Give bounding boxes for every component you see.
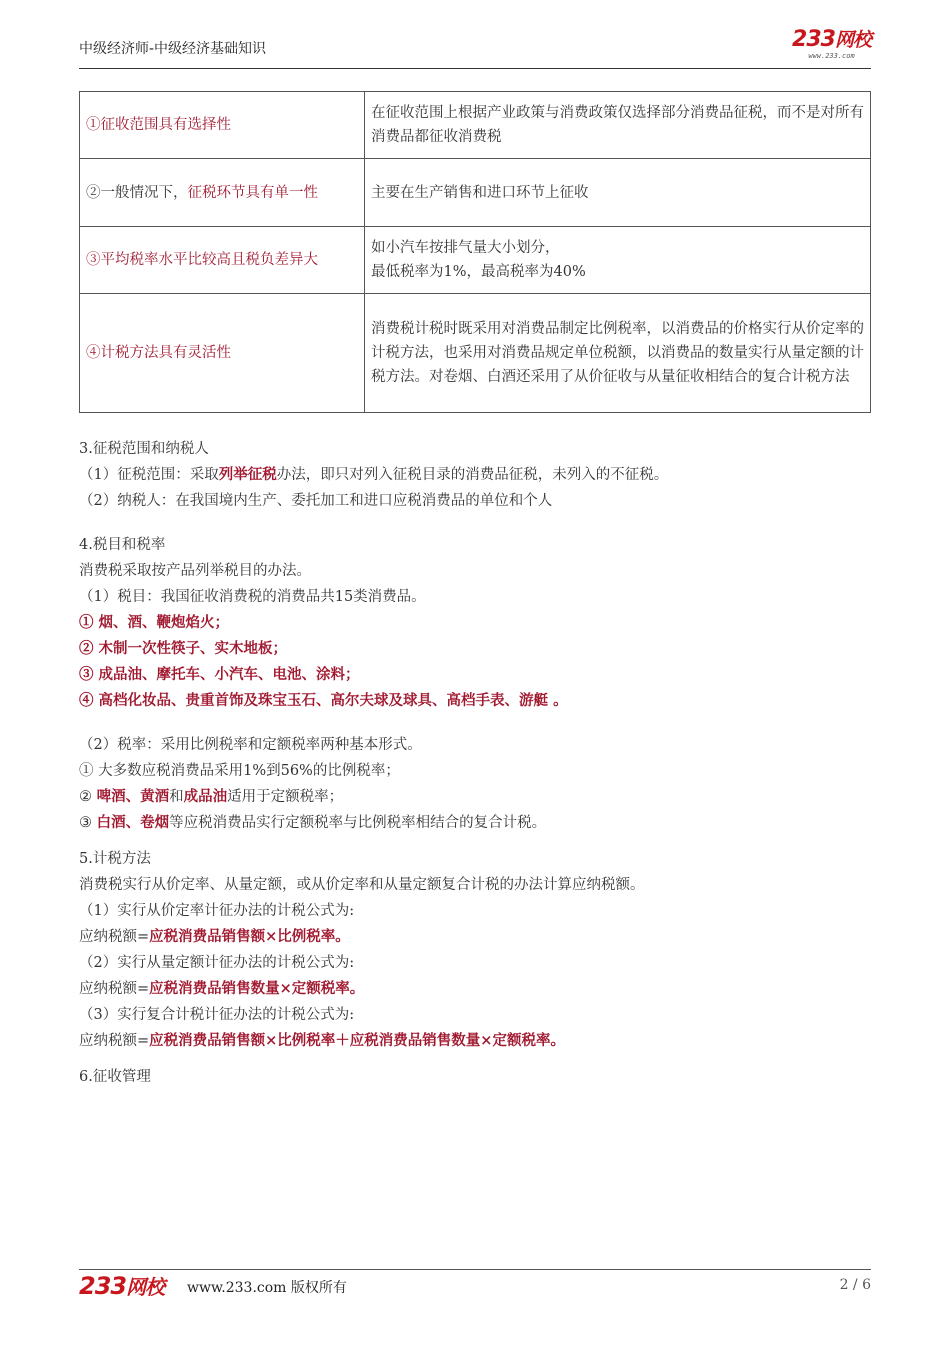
text-span: 应纳税额=: [79, 1033, 150, 1049]
table-row: [80, 92, 871, 159]
paragraph: （2）税率：采用比例税率和定额税率两种基本形式。: [79, 737, 422, 753]
highlight-text: 啤酒、黄酒: [96, 788, 170, 805]
main-content: [79, 436, 871, 1090]
formula: [79, 976, 871, 1002]
table-row: [80, 227, 871, 294]
text-span: 适用于定额税率；: [227, 789, 344, 805]
footer-logo: [79, 1271, 164, 1300]
header-title: 中级经济师-中级经济基础知识: [79, 41, 267, 57]
table-row: [80, 159, 871, 227]
text-span: 和: [169, 789, 184, 805]
paragraph: （2）纳税人：在我国境内生产、委托加工和进口应税消费品的单位和个人: [79, 493, 553, 509]
text-span: ③: [79, 815, 97, 831]
feature-highlight: 征税环节具有单一性: [187, 184, 318, 201]
description-cell: [365, 227, 871, 294]
description-line: 如小汽车按排气量大小划分，: [371, 240, 560, 256]
section-heading: 3.征税范围和纳税人: [79, 441, 209, 457]
site-logo: [792, 28, 871, 60]
list-item: ④ 高档化妆品、贵重首饰及珠宝玉石、高尔夫球及球具、高档手表、游艇 。: [79, 692, 568, 709]
list-item: ③ 成品油、摩托车、小汽车、电池、涂料；: [79, 666, 360, 683]
paragraph: （1）税目：我国征收消费税的消费品共15类消费品。: [79, 589, 426, 605]
paragraph: 消费税采取按产品列举税目的办法。: [79, 563, 311, 579]
list-item: ① 大多数应税消费品采用1%到56%的比例税率；: [79, 763, 400, 779]
description-cell: 在征收范围上根据产业政策与消费政策仅选择部分消费品征税，而不是对所有消费品都征收消费税: [365, 92, 871, 159]
paragraph: （2）实行从量定额计征办法的计税公式为:: [79, 955, 355, 971]
logo-text: 网校: [126, 1275, 165, 1299]
description-cell: 主要在生产销售和进口环节上征收: [365, 159, 871, 227]
paragraph: （3）实行复合计税计征办法的计税公式为:: [79, 1007, 355, 1023]
features-table: [79, 91, 871, 413]
paragraph: （1）实行从价定率计征办法的计税公式为:: [79, 903, 355, 919]
table-row: [80, 294, 871, 413]
page-header: [79, 28, 871, 69]
section-heading: 6.征收管理: [79, 1069, 151, 1085]
description-cell: 消费税计税时既采用对消费品制定比例税率，以消费品的价格实行从价定率的计税方法，也采用对消费品规定单位税额，以消费品的数量实行从量定额的计税方法。对卷烟、白酒还采用了从价征收与从量征收相结合的复合计税方法: [365, 294, 871, 413]
feature-cell: ③平均税率水平比较高且税负差异大: [80, 227, 365, 294]
feature-prefix: ②一般情况下，: [86, 184, 188, 201]
highlight-text: 成品油: [183, 788, 228, 805]
section-heading: 4.税目和税率: [79, 537, 166, 553]
page-footer: [79, 1269, 871, 1310]
page-number: 2 / 6: [839, 1277, 871, 1293]
list-item: ① 烟、酒、鞭炮焰火；: [79, 614, 230, 631]
list-item: [79, 810, 871, 836]
section-heading: 5.计税方法: [79, 851, 151, 867]
highlight-text: 应税消费品销售额×比例税率。: [149, 928, 350, 945]
paragraph: [79, 462, 871, 488]
logo-number: 233: [792, 27, 835, 52]
logo-url: www.233.com: [808, 52, 855, 60]
description-line: 最低税率为1%，最高税率为40%: [371, 264, 586, 280]
formula: [79, 1028, 871, 1054]
logo-number: 233: [79, 1272, 127, 1300]
feature-cell: ④计税方法具有灵活性: [80, 294, 365, 413]
feature-cell: [80, 159, 365, 227]
formula: [79, 924, 871, 950]
highlight-text: 应税消费品销售额×比例税率＋应税消费品销售数量×定额税率。: [149, 1032, 565, 1049]
highlight-text: 列举征税: [218, 466, 277, 483]
list-item: ② 木制一次性筷子、实木地板；: [79, 640, 288, 657]
text-span: ②: [79, 789, 97, 805]
highlight-text: 应税消费品销售数量×定额税率。: [149, 980, 365, 997]
logo-text: 网校: [834, 29, 871, 51]
highlight-text: 白酒、卷烟: [96, 814, 170, 831]
feature-cell: ①征收范围具有选择性: [80, 92, 365, 159]
text-span: 应纳税额=: [79, 981, 150, 997]
list-item: [79, 784, 871, 810]
text-span: （1）征税范围：采取: [79, 467, 219, 483]
footer-copyright: www.233.com 版权所有: [187, 1280, 347, 1296]
text-span: 办法，即只对列入征税目录的消费品征税，未列入的不征税。: [276, 467, 669, 483]
text-span: 等应税消费品实行定额税率与比例税率相结合的复合计税。: [169, 815, 547, 831]
text-span: 应纳税额=: [79, 929, 150, 945]
paragraph: 消费税实行从价定率、从量定额，或从价定率和从量定额复合计税的办法计算应纳税额。: [79, 877, 645, 893]
